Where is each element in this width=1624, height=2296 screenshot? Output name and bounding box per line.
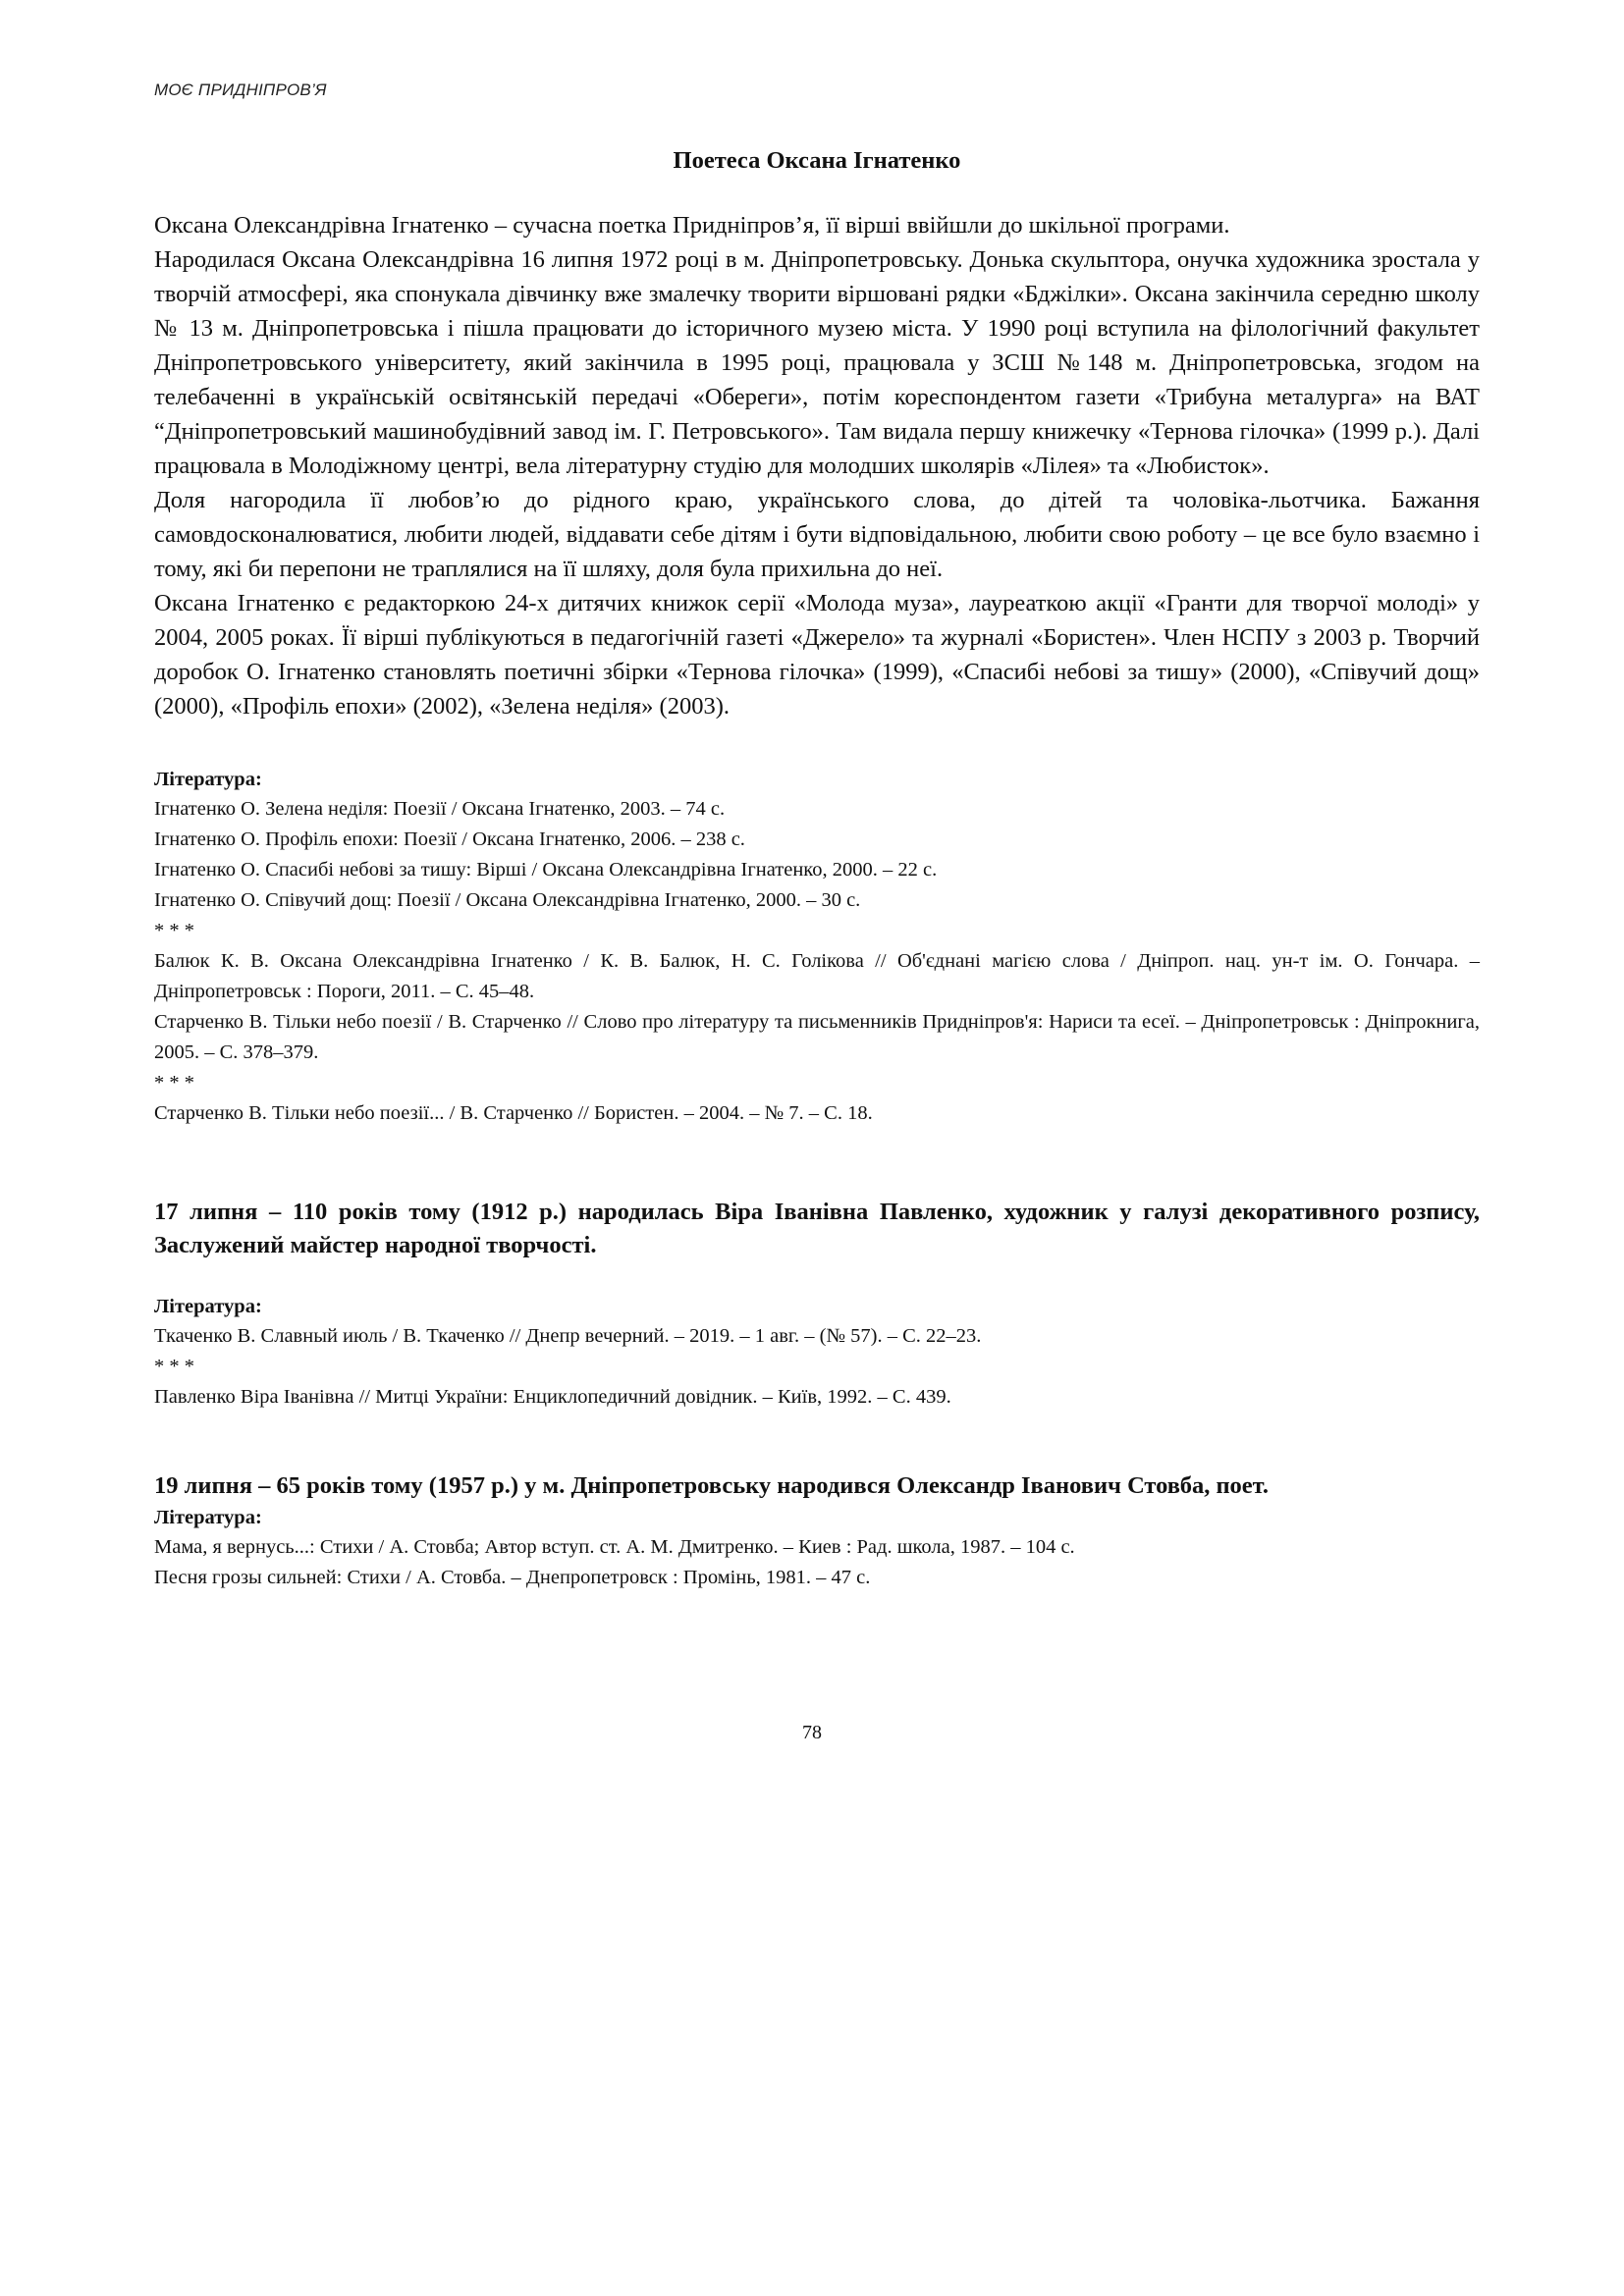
- literature-list: [154, 794, 1480, 1129]
- bio-paragraph: Оксана Олександрівна Ігнатенко – сучасна поетка Придніпров’я, її вірші ввійшли до шкільної програми.: [154, 212, 1230, 239]
- literature-item: Ткаченко В. Славный июль / В. Ткаченко // Днепр вечерний. – 2019. – 1 авг. – (№ 57). – С. 22–23.: [154, 1325, 982, 1347]
- separator: * * *: [154, 1072, 194, 1094]
- literature-section: [154, 765, 1480, 1129]
- literature-item: Балюк К. В. Оксана Олександрівна Ігнатенко / К. В. Балюк, Н. С. Голікова // Об'єднані магією слова / Дніпроп. нац. ун-т ім. О. Гончара. – Дніпропетровськ : Пороги, 2011. – С. 45–48.: [154, 950, 1480, 1002]
- separator: * * *: [154, 920, 194, 941]
- literature-item: Павленко Віра Іванівна // Митці України: Енциклопедичний довідник. – Київ, 1992. – С. 439.: [154, 1386, 951, 1408]
- page-content: [154, 147, 1480, 1593]
- page-number: 78: [802, 1722, 822, 1743]
- literature-section: [154, 1503, 1480, 1593]
- literature-item: Ігнатенко О. Спасибі небові за тишу: Вірші / Оксана Олександрівна Ігнатенко, 2000. – 22 с.: [154, 859, 938, 881]
- running-header: МОЄ ПРИДНІПРОВ’Я: [154, 80, 327, 99]
- biography-text: [154, 208, 1480, 723]
- literature-item: Старченко В. Тільки небо поезії... / В. Старченко // Бористен. – 2004. – № 7. – С. 18.: [154, 1102, 873, 1124]
- literature-item: Ігнатенко О. Профіль епохи: Поезії / Оксана Ігнатенко, 2006. – 238 с.: [154, 828, 745, 850]
- separator: * * *: [154, 1356, 194, 1377]
- literature-list: [154, 1321, 1480, 1413]
- bio-paragraph: Доля нагородила її любов’ю до рідного краю, українського слова, до дітей та чоловіка-льотчика. Бажання самовдосконалюватися, любити людей, віддавати себе дітям і бути відповідальною, любити свою роботу – це все було взаємно і тому, які би перепони не траплялися на її шляху, доля була прихильна до неї.: [154, 487, 1480, 582]
- bio-paragraph: Народилася Оксана Олександрівна 16 липня 1972 році в м. Дніпропетровську. Донька скульптора, онучка художника зростала у творчій атмосфері, яка спонукала дівчинку вже змалечку творити віршовані рядки «Бджілки». Оксана закінчила середню школу № 13 м. Дніпропетровська і пішла працювати до історичного музею міста. У 1990 році вступила на філологічний факультет Дніпропетровського університету, який закінчила в 1995 році, працювала у ЗСШ №148 м. Дніпропетровська, згодом на телебаченні в українській освітянській передачі «Обереги», потім кореспондентом газети «Трибуна металурга» на ВАТ “Дніпропетровський машинобудівний завод ім. Г. Петровського». Там видала першу книжечку «Тернова гілочка» (1999 р.). Далі працювала в Молодіжному центрі, вела літературну студію для молодших школярів «Лілея» та «Любисток».: [154, 246, 1480, 479]
- literature-heading: Література:: [154, 1507, 262, 1528]
- event-heading: 17 липня – 110 років тому (1912 р.) народилась Віра Іванівна Павленко, художник у галузі декоративного розпису, Заслужений майстер народної творчості.: [154, 1199, 1480, 1258]
- literature-item: Старченко В. Тільки небо поезії / В. Старченко // Слово про літературу та письменників Придніпров'я: Нариси та есеї. – Дніпропетровськ : Дніпрокнига, 2005. – С. 378–379.: [154, 1011, 1480, 1063]
- literature-item: Ігнатенко О. Співучий дощ: Поезії / Оксана Олександрівна Ігнатенко, 2000. – 30 с.: [154, 889, 861, 911]
- literature-item: Мама, я вернусь...: Стихи / А. Стовба; Автор вступ. ст. А. М. Дмитренко. – Киев : Рад. школа, 1987. – 104 с.: [154, 1536, 1075, 1558]
- literature-heading: Література:: [154, 769, 262, 790]
- event-heading: 19 липня – 65 років тому (1957 р.) у м. Дніпропетровську народився Олександр Іванович Стовба, поет.: [154, 1472, 1270, 1499]
- literature-item: Песня грозы сильней: Стихи / А. Стовба. – Днепропетровск : Промінь, 1981. – 47 с.: [154, 1567, 871, 1588]
- literature-list: [154, 1532, 1480, 1593]
- bio-paragraph: Оксана Ігнатенко є редакторкою 24-х дитячих книжок серії «Молода муза», лауреаткою акції «Гранти для творчої молоді» у 2004, 2005 роках. Її вірші публікуються в педагогічній газеті «Джерело» та журналі «Бористен». Член НСПУ з 2003 р. Творчий доробок О. Ігнатенко становлять поетичні збірки «Тернова гілочка» (1999), «Спасибі небові за тишу» (2000), «Співучий дощ» (2000), «Профіль епохи» (2002), «Зелена неділя» (2003).: [154, 590, 1480, 720]
- literature-item: Ігнатенко О. Зелена неділя: Поезії / Оксана Ігнатенко, 2003. – 74 с.: [154, 798, 726, 820]
- article-title: Поетеса Оксана Ігнатенко: [673, 147, 961, 174]
- literature-heading: Література:: [154, 1296, 262, 1317]
- literature-section: [154, 1292, 1480, 1413]
